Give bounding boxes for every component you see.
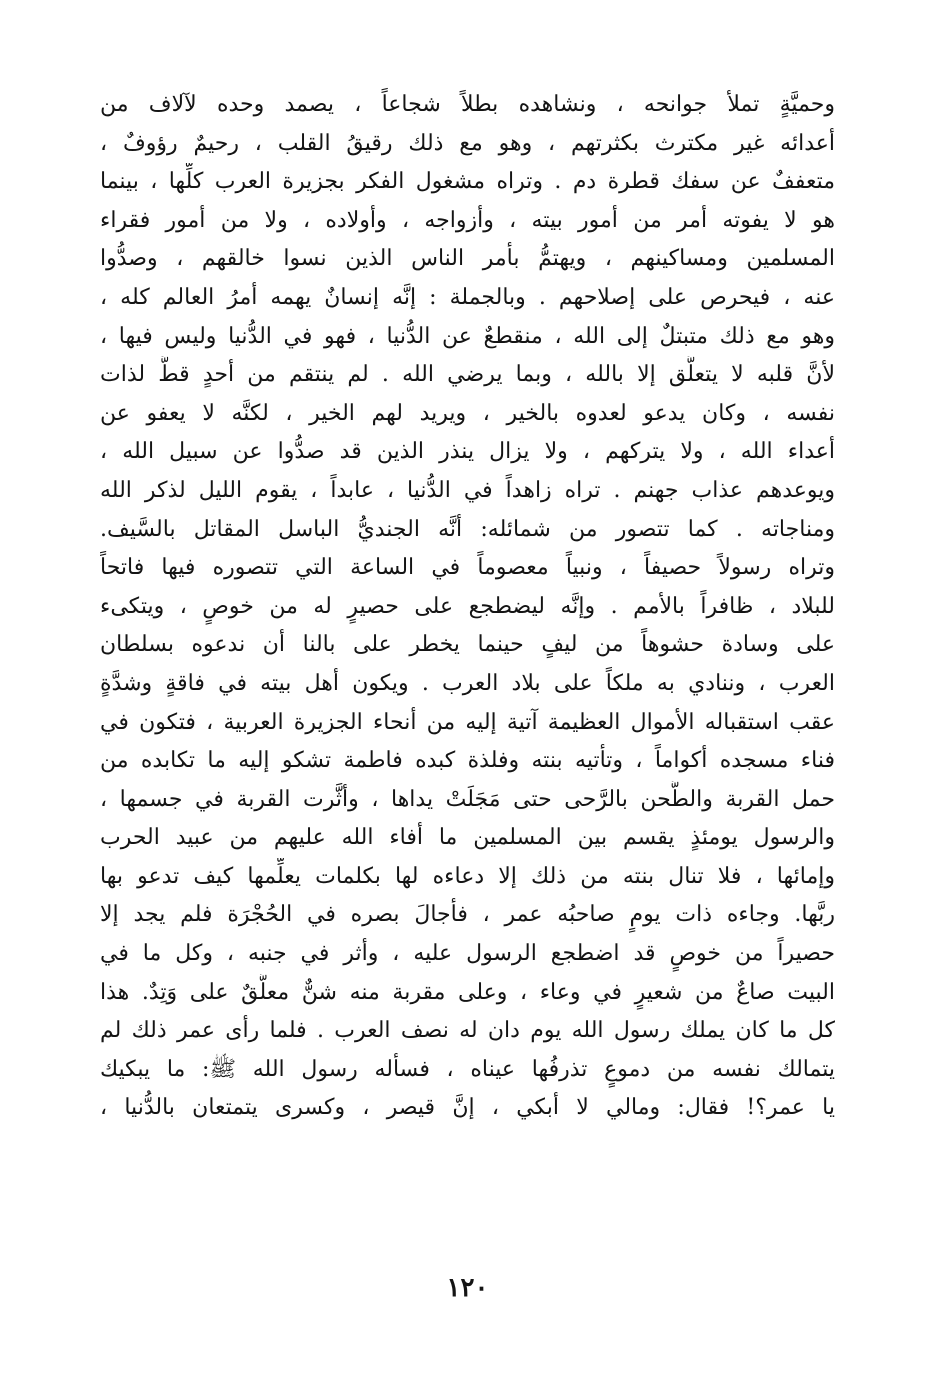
text-line: كل ما كان يملك رسول الله يوم دان له نصف العرب . فلما رأى عمر ذلك لم: [100, 1018, 835, 1044]
text-line: حصيراً من خوصٍ قد اضطجع الرسول عليه ، وأثر في جنبه ، وكل ما في: [100, 941, 835, 967]
text-line: وهو مع ذلك متبتلٌ إلى الله ، منقطعٌ عن الدُّنيا ، فهو في الدُّنيا وليس فيها ،: [100, 323, 835, 349]
text-line: يا عمر؟! فقال: ومالي لا أبكي ، إنَّ قيصر ، وكسرى يتمتعان بالدُّنيا ،: [100, 1095, 835, 1121]
text-line: ومناجاته . كما تتصور من شمائله: أنَّه الجنديُّ الباسل المقاتل بالسَّيف.: [100, 516, 835, 542]
page-number: ١٢٠: [446, 1273, 489, 1303]
text-line: فناء مسجده أكواماً ، وتأتيه بنته وفلذة كبده فاطمة تشكو إليه ما تكابده من: [100, 748, 835, 774]
text-line: وتراه رسولاً حصيفاً ، ونبياً معصوماً في الساعة التي تتصوره فيها فاتحاً: [100, 555, 835, 581]
text-line: وحميَّةٍ تملأ جوانحه ، ونشاهده بطلاً شجاعاً ، يصمد وحده لآلاف من: [100, 92, 835, 117]
text-line: أعدائه غير مكترث بكثرتهم ، وهو مع ذلك رقيقُ القلب ، رحيمٌ رؤوفٌ ،: [100, 130, 835, 156]
text-line: أعداء الله ، ولا يتركهم ، ولا يزال ينذر الذين قد صدُّوا عن سبيل الله ،: [100, 439, 835, 465]
text-line: على وسادة حشوهاً من ليفٍ حينما يخطر على بالنا أن ندعوه بسلطان: [100, 632, 835, 658]
text-line: نفسه ، وكان يدعو لعدوه بالخير ، ويريد لهم الخير ، لكنَّه لا يعفو عن: [100, 400, 835, 426]
text-line: يتمالك نفسه من دموعٍ تذرفُها عيناه ، فسأله رسول الله ﷺ: ما يبكيك: [100, 1056, 835, 1082]
text-line: حمل القربة والطَّحن بالرَّحى حتى مَجَلَتْ يداها ، وأثَّرت القربة في جسمها ،: [100, 786, 835, 812]
text-line: متعففٌ عن سفك قطرة دم . وتراه مشغول الفكر بجزيرة العرب كلِّها ، بينما: [100, 169, 835, 195]
text-line: هو لا يفوته أمر من أمور بيته ، وأزواجه ، وأولاده ، ولا من أمور فقراء: [100, 207, 835, 233]
text-line: المسلمين ومساكينهم ، ويهتمُّ بأمر الناس الذين نسوا خالقهم ، وصدُّوا: [100, 246, 835, 272]
text-line: ربَّها. وجاءه ذات يومٍ صاحبُه عمر ، فأجالَ بصره في الحُجْرَة فلم يجد إلا: [100, 902, 835, 928]
text-line: وإمائها ، فلا تنال بنته من ذلك إلا دعاءه لها بكلمات يعلِّمها كيف تدعو بها: [100, 863, 835, 889]
body-text: [100, 86, 835, 1128]
text-line: عقب استقباله الأموال العظيمة آتية إليه من أنحاء الجزيرة العربية ، فتكون في: [100, 709, 835, 735]
text-line: عنه ، فيحرص على إصلاحهم . وبالجملة : إنَّه إنسانٌ يهمه أمرُ العالم كله ،: [100, 284, 835, 310]
text-line: لأنَّ قلبه لا يتعلَّق إلا بالله ، وبما يرضي الله . لم ينتقم من أحدٍ قطُّ لذات: [100, 362, 835, 388]
text-line: والرسول يومئذٍ يقسم بين المسلمين ما أفاء الله عليهم من عبيد الحرب: [100, 825, 835, 851]
text-line: للبلاد ، ظافراً بالأمم . وإنَّه ليضطجع على حصيرٍ له من خوصٍ ، ويتكىء: [100, 593, 835, 619]
text-line: ويوعدهم عذاب جهنم . تراه زاهداً في الدُّنيا ، عابداً ، يقوم الليل لذكر الله: [100, 477, 835, 503]
text-line: العرب ، وننادي به ملكاً على بلاد العرب . ويكون أهل بيته في فاقةٍ وشدَّةٍ: [100, 670, 835, 696]
text-line: البيت صاعٌ من شعيرٍ في وعاء ، وعلى مقربة منه شنٌّ معلَّقٌ على وَتِدٌ. هذا: [100, 979, 835, 1005]
